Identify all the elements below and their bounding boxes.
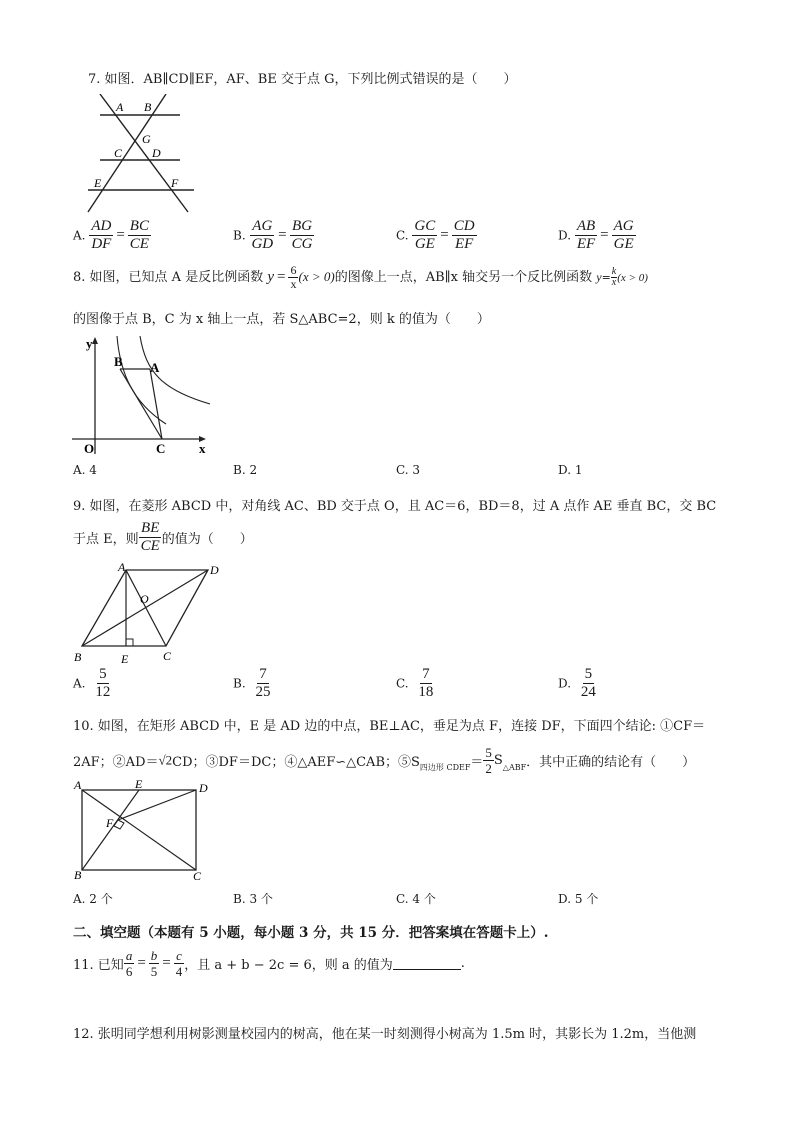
q9-option-c[interactable]: C. $\frac{7}{18}$	[396, 666, 434, 700]
fig10-label-c: C	[193, 869, 202, 883]
q9-option-d[interactable]: D. $\frac{5}{24}$	[558, 666, 596, 700]
q7-stem: 7. 如图．AB∥CD∥EF，AF、BE 交于点 G，下列比例式错误的是（ ）	[88, 72, 517, 87]
fig9-label-c: C	[163, 649, 172, 663]
fig10-label-d: D	[199, 781, 208, 795]
q7-figure	[86, 94, 202, 216]
q7-option-b[interactable]: B. $\frac{AG}{GD}$ = $\frac{BG}{CG}$	[233, 218, 313, 252]
q9-option-a[interactable]: A. $\frac{5}{12}$	[73, 666, 111, 700]
q9-figure	[72, 560, 232, 668]
q10-option-d[interactable]: D. 5 个	[558, 892, 599, 906]
section-2-heading: 二、填空题（本题有 5 小题，每小题 3 分，共 15 分．把答案填在答题卡上）.	[73, 925, 549, 941]
q10-line2: 2AF；②AD＝√2CD；③DF＝DC；④△AEF∽△CAB；$⑤S_{四边形 CDEF}=$ $\frac{5}{2}$ $S_{\triangle ABF}$．其中正确的结论有（ ）	[73, 745, 696, 776]
fig7-label-g: G	[142, 132, 151, 146]
q9-line1: 9. 如图，在菱形 ABCD 中，对角线 AC、BD 交于点 O，且 AC＝6，BD＝8，过 A 点作 AE 垂直 BC，交 BC	[73, 499, 717, 514]
q12-line: 12. 张明同学想利用树影测量校园内的树高，他在某一时刻测得小树高为 1.5m 时，其影长为 1.2m，当他测	[73, 1027, 697, 1042]
fig7-label-e: E	[94, 176, 102, 190]
fig10-label-e: E	[135, 778, 143, 791]
fig8-label-y: y	[86, 336, 93, 351]
q11-line: 11. 已知 $\frac{a}{6}$ = $\frac{b}{5}$ = $\frac{c}{4}$ ，且 a + b − 2c = 6，则 a 的值为 .	[73, 948, 465, 979]
fig9-label-e: E	[121, 652, 129, 666]
fig8-label-b: B	[114, 354, 123, 369]
q10-line1: 10. 如图，在矩形 ABCD 中，E 是 AD 边的中点，BE⊥AC，垂足为点 F，连接 DF，下面四个结论: ①CF＝	[73, 719, 706, 734]
q10-option-a[interactable]: A. 2 个	[73, 892, 113, 906]
fig8-label-o: O	[84, 441, 95, 456]
fig9-label-o: O	[140, 592, 149, 606]
q8-option-b[interactable]: B. 2	[233, 463, 258, 477]
q7-option-c[interactable]: C. $\frac{GC}{GE}$ = $\frac{CD}{EF}$	[396, 218, 475, 252]
q8-option-d[interactable]: D. 1	[558, 463, 583, 477]
fig9-label-a: A	[118, 560, 126, 574]
q10-option-c[interactable]: C. 4 个	[396, 892, 436, 906]
fig9-label-b: B	[74, 650, 82, 664]
q8-option-c[interactable]: C. 3	[396, 463, 421, 477]
fig7-label-c: C	[114, 146, 123, 160]
fig7-label-a: A	[116, 100, 124, 114]
fig8-label-c: C	[156, 441, 166, 456]
fig7-label-d: D	[152, 146, 161, 160]
fig10-label-f: F	[106, 816, 114, 830]
q10-option-b[interactable]: B. 3 个	[233, 892, 273, 906]
fig8-label-a: A	[150, 360, 160, 375]
fig8-label-x: x	[199, 441, 206, 456]
fig10-label-b: B	[74, 868, 82, 882]
fig10-label-a: A	[74, 778, 82, 792]
q11-answer-blank[interactable]	[393, 957, 461, 970]
q8-line2: 的图像于点 B，C 为 x 轴上一点，若 S△ABC=2，则 k 的值为（ ）	[73, 312, 490, 327]
q7-option-a[interactable]: A. $\frac{AD}{DF}$ = $\frac{BC}{CE}$	[73, 218, 149, 252]
q8-option-a[interactable]: A. 4	[73, 463, 97, 477]
q9-option-b[interactable]: B. $\frac{7}{25}$	[233, 666, 271, 700]
q8-figure	[70, 332, 210, 456]
q9-line2: 于点 E，则 $\frac{BE}{CE}$ 的值为（ ）	[73, 520, 253, 554]
fig7-label-b: B	[144, 100, 152, 114]
q10-figure	[72, 778, 222, 884]
q8-line1: 8. 如图，已知点 A 是反比例函数 y = $\frac{6}{x}$ (x > 0)的图像上一点，AB∥x 轴交另一个反比例函数 y= $\frac{k}{x}$ (x > 0)	[73, 263, 648, 291]
fig7-label-f: F	[171, 176, 179, 190]
q7-option-d[interactable]: D. $\frac{AB}{EF}$ = $\frac{AG}{GE}$	[558, 218, 634, 252]
fig9-label-d: D	[210, 563, 219, 577]
